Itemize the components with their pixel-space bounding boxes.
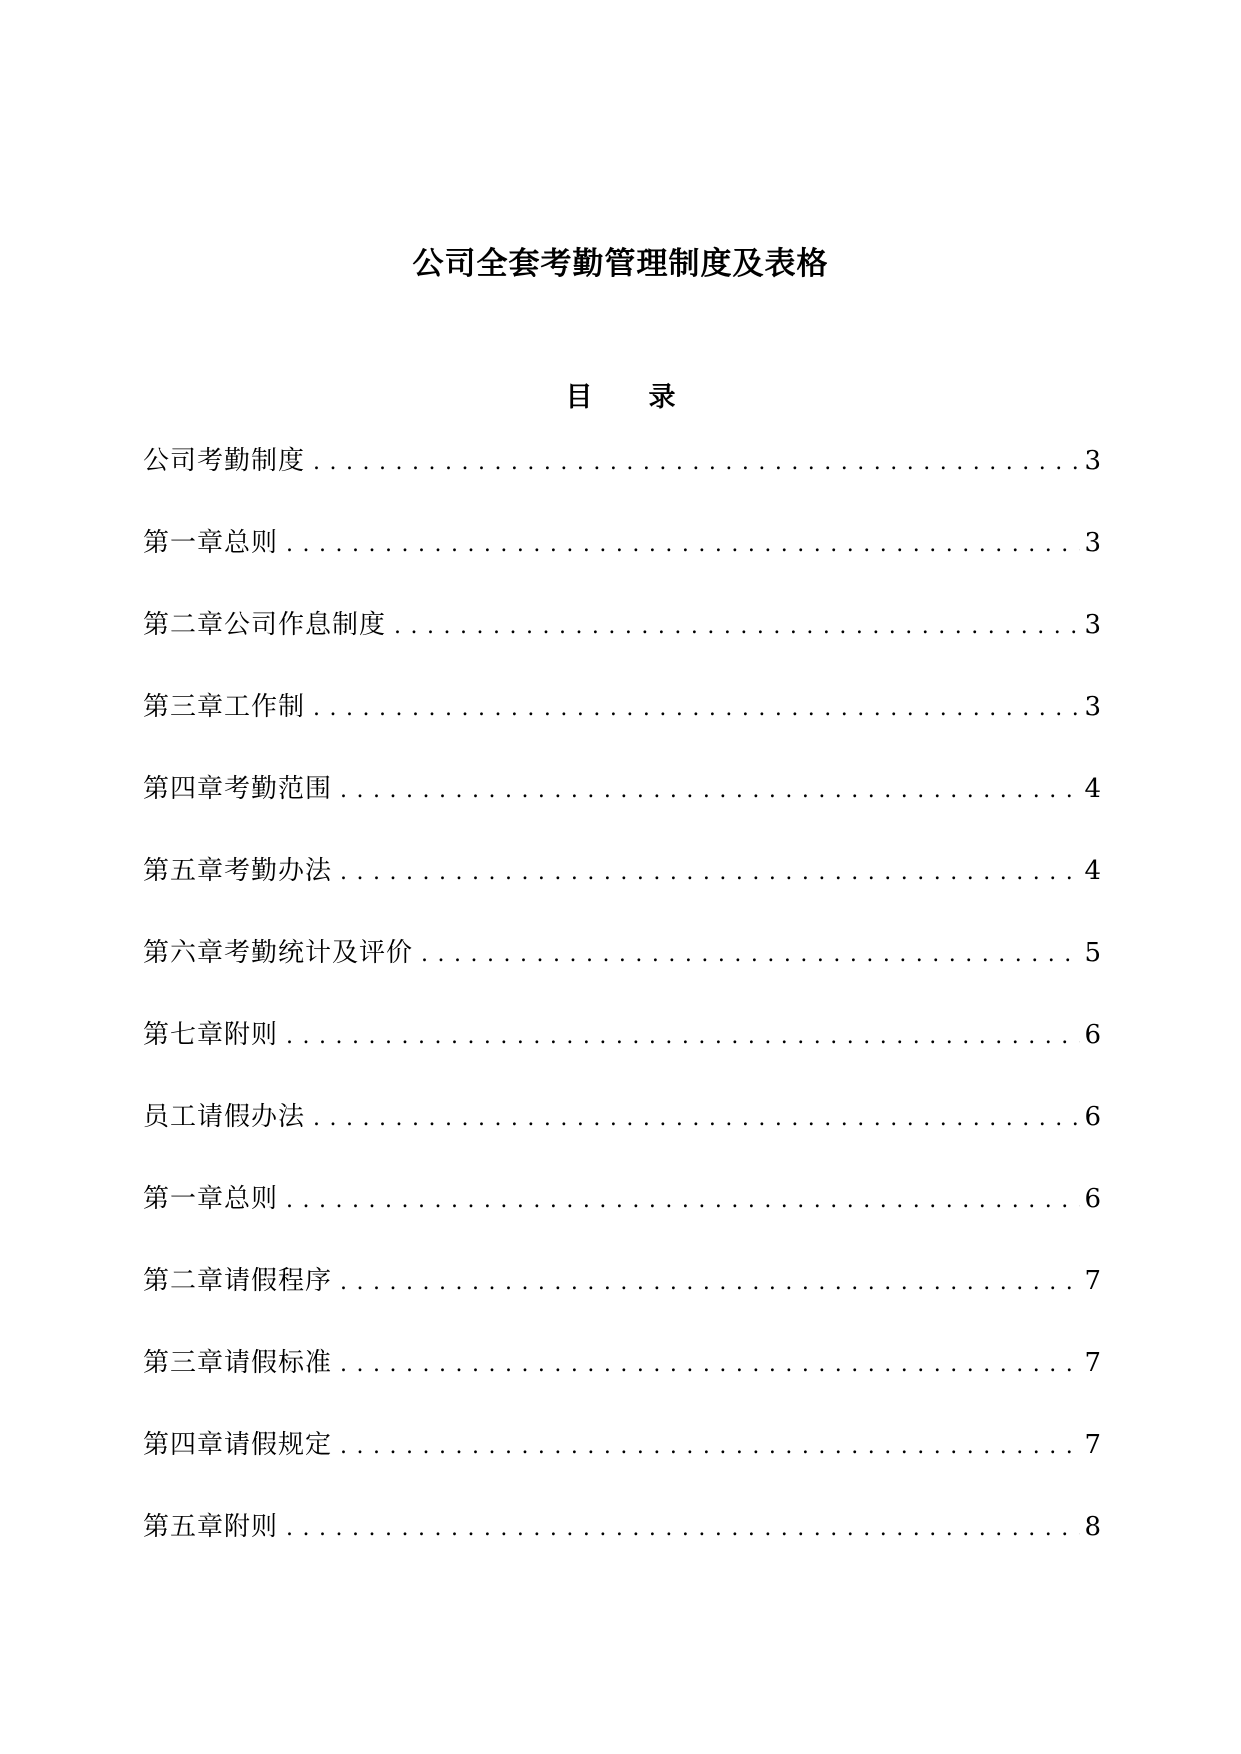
toc-entry-page: 6 (1084, 1020, 1101, 1050)
toc-heading-char-1: 目 (565, 382, 593, 413)
toc-entry[interactable] (143, 1420, 1101, 1502)
toc-entry-page: 8 (1084, 1512, 1101, 1542)
toc-entry-label: 第四章考勤范围 (143, 774, 333, 804)
toc-entry-page: 6 (1084, 1184, 1101, 1214)
toc-leader-dots (340, 1340, 1080, 1390)
toc-entry[interactable] (143, 518, 1101, 600)
toc-entry-page: 4 (1084, 774, 1101, 804)
toc-leader-dots (340, 1422, 1080, 1472)
toc-entry-label: 第七章附则 (143, 1020, 279, 1050)
toc-entry[interactable] (143, 846, 1101, 928)
toc-entry-label: 第二章请假程序 (143, 1266, 333, 1296)
toc-entry[interactable] (143, 436, 1101, 518)
toc-heading-char-2: 录 (648, 382, 676, 413)
toc-entry-label: 第一章总则 (143, 528, 279, 558)
toc-entry-page: 7 (1084, 1348, 1101, 1378)
toc-entry-page: 3 (1084, 446, 1101, 476)
toc-leader-dots (286, 1176, 1080, 1226)
toc-entry[interactable] (143, 682, 1101, 764)
toc-entry[interactable] (143, 1502, 1101, 1584)
toc-entry[interactable] (143, 1174, 1101, 1256)
toc-entry[interactable] (143, 928, 1101, 1010)
toc-leader-dots (286, 520, 1080, 570)
toc-leader-dots (421, 930, 1080, 980)
toc-entry-label: 公司考勤制度 (143, 446, 306, 476)
toc-entry[interactable] (143, 764, 1101, 846)
toc-entry-page: 4 (1084, 856, 1101, 886)
toc-leader-dots (286, 1504, 1080, 1554)
toc-entry-label: 员工请假办法 (143, 1102, 306, 1132)
toc-leader-dots (394, 602, 1080, 652)
toc-entry-label: 第三章请假标准 (143, 1348, 333, 1378)
toc-entry-page: 7 (1084, 1266, 1101, 1296)
toc-entry-page: 3 (1084, 528, 1101, 558)
toc-leader-dots (313, 684, 1080, 734)
page-title: 公司全套考勤管理制度及表格 (412, 246, 829, 282)
toc-entry-label: 第六章考勤统计及评价 (143, 938, 414, 968)
toc-entry-label: 第四章请假规定 (143, 1430, 333, 1460)
toc-entry[interactable] (143, 600, 1101, 682)
toc-heading (0, 378, 1241, 418)
toc-entry[interactable] (143, 1010, 1101, 1092)
toc-entry-page: 6 (1084, 1102, 1101, 1132)
toc-entry-label: 第二章公司作息制度 (143, 610, 387, 640)
toc-entry-page: 3 (1084, 610, 1101, 640)
toc-entry-page: 7 (1084, 1430, 1101, 1460)
toc-leader-dots (340, 848, 1080, 898)
toc-leader-dots (313, 438, 1080, 488)
toc-entry[interactable] (143, 1092, 1101, 1174)
toc-entry-page: 5 (1084, 938, 1101, 968)
table-of-contents (143, 436, 1101, 1584)
toc-entry-label: 第三章工作制 (143, 692, 306, 722)
toc-entry-label: 第五章考勤办法 (143, 856, 333, 886)
toc-entry-label: 第五章附则 (143, 1512, 279, 1542)
toc-leader-dots (286, 1012, 1080, 1062)
toc-leader-dots (340, 1258, 1080, 1308)
toc-entry-page: 3 (1084, 692, 1101, 722)
toc-leader-dots (313, 1094, 1080, 1144)
toc-entry[interactable] (143, 1338, 1101, 1420)
toc-entry-label: 第一章总则 (143, 1184, 279, 1214)
toc-entry[interactable] (143, 1256, 1101, 1338)
toc-leader-dots (340, 766, 1080, 816)
